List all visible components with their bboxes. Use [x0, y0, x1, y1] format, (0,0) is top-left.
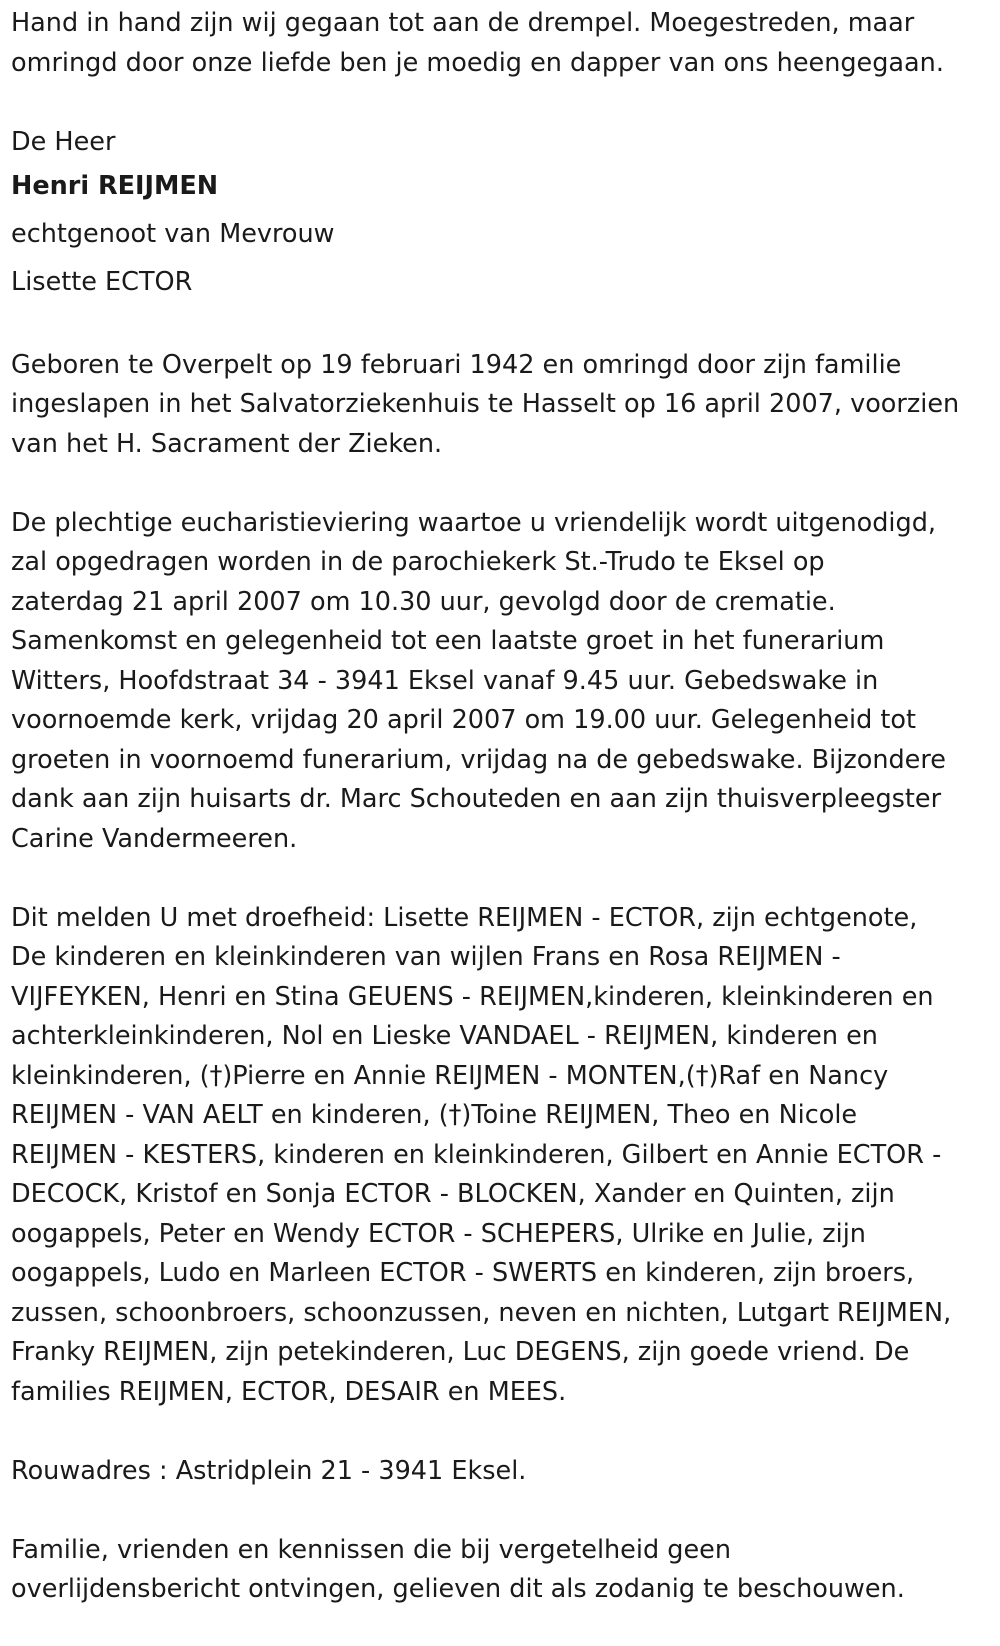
family-line: families REIJMEN, ECTOR, DESAIR en MEES.: [11, 1376, 567, 1407]
intro-line: Hand in hand zijn wij gegaan tot aan de drempel. Moegestreden, maar: [11, 8, 915, 38]
deceased-header: [11, 123, 991, 307]
family-line: achterkleinkinderen, Nol en Lieske VANDAEL - REIJMEN, kinderen en: [11, 1021, 878, 1051]
salutation: De Heer: [11, 126, 116, 157]
ceremony-line: groeten in voornoemd funerarium, vrijdag na de gebedswake. Bijzondere: [11, 744, 946, 775]
family-paragraph: [11, 899, 991, 1413]
intro-line: omringd door onze liefde ben je moedig en dapper van ons heengegaan.: [11, 47, 944, 78]
ceremony-line: Samenkomst en gelegenheid tot een laatste groet in het funerarium: [11, 626, 885, 656]
family-line: Dit melden U met droefheid: Lisette REIJMEN - ECTOR, zijn echtgenote,: [11, 902, 918, 933]
family-line: REIJMEN - KESTERS, kinderen en kleinkinderen, Gilbert en Annie ECTOR -: [11, 1139, 942, 1170]
ceremony-line: zal opgedragen worden in de parochiekerk St.-Trudo te Eksel op: [11, 547, 825, 577]
deceased-name: Henri REIJMEN: [11, 171, 219, 201]
paragraph-gap: [11, 464, 991, 504]
ceremony-line: zaterdag 21 april 2007 om 10.30 uur, gevolgd door de crematie.: [11, 586, 836, 617]
paragraph-gap: [11, 1412, 991, 1452]
family-line: REIJMEN - VAN AELT en kinderen, (†)Toine REIJMEN, Theo en Nicole: [11, 1100, 858, 1130]
family-line: kleinkinderen, (†)Pierre en Annie REIJMEN - MONTEN,(†)Raf en Nancy: [11, 1060, 889, 1091]
family-line: zussen, schoonbroers, schoonzussen, neven en nichten, Lutgart REIJMEN,: [11, 1297, 952, 1328]
ceremony-line: voornoemde kerk, vrijdag 20 april 2007 om 19.00 uur. Gelegenheid tot: [11, 705, 917, 735]
family-line: oogappels, Ludo en Marleen ECTOR - SWERTS en kinderen, zijn broers,: [11, 1258, 915, 1288]
ceremony-paragraph: [11, 504, 991, 860]
family-line: oogappels, Peter en Wendy ECTOR - SCHEPERS, Ulrike en Julie, zijn: [11, 1218, 866, 1249]
birth-line: ingeslapen in het Salvatorziekenhuis te Hasselt op 16 april 2007, voorzien: [11, 389, 960, 419]
relation-text: echtgenoot van Mevrouw: [11, 219, 335, 249]
family-line: Franky REIJMEN, zijn petekinderen, Luc DEGENS, zijn goede vriend. De: [11, 1337, 910, 1367]
spouse-name: Lisette ECTOR: [11, 267, 193, 297]
mourning-address: Rouwadres : Astridplein 21 - 3941 Eksel.: [11, 1455, 527, 1486]
closing-line: overlijdensbericht ontvingen, gelieven dit als zodanig te beschouwen.: [11, 1574, 905, 1604]
closing-line: Familie, vrienden en kennissen die bij vergetelheid geen: [11, 1534, 731, 1565]
ceremony-line: dank aan zijn huisarts dr. Marc Schouteden en aan zijn thuisverpleegster: [11, 784, 942, 814]
paragraph-gap: [11, 83, 991, 123]
birth-paragraph: [11, 346, 991, 465]
address-paragraph: [11, 1452, 991, 1492]
obituary-document: [11, 4, 991, 1610]
closing-paragraph: [11, 1531, 991, 1610]
birth-line: Geboren te Overpelt op 19 februari 1942 en omringd door zijn familie: [11, 349, 902, 380]
paragraph-gap: [11, 306, 991, 346]
family-line: DECOCK, Kristof en Sonja ECTOR - BLOCKEN, Xander en Quinten, zijn: [11, 1179, 895, 1209]
family-line: VIJFEYKEN, Henri en Stina GEUENS - REIJMEN,kinderen, kleinkinderen en: [11, 981, 934, 1012]
family-line: De kinderen en kleinkinderen van wijlen Frans en Rosa REIJMEN -: [11, 942, 841, 972]
birth-line: van het H. Sacrament der Zieken.: [11, 428, 443, 459]
intro-paragraph: [11, 4, 991, 83]
ceremony-line: De plechtige eucharistieviering waartoe u vriendelijk wordt uitgenodigd,: [11, 507, 936, 538]
ceremony-line: Carine Vandermeeren.: [11, 823, 298, 854]
paragraph-gap: [11, 1491, 991, 1531]
paragraph-gap: [11, 859, 991, 899]
ceremony-line: Witters, Hoofdstraat 34 - 3941 Eksel vanaf 9.45 uur. Gebedswake in: [11, 665, 879, 696]
